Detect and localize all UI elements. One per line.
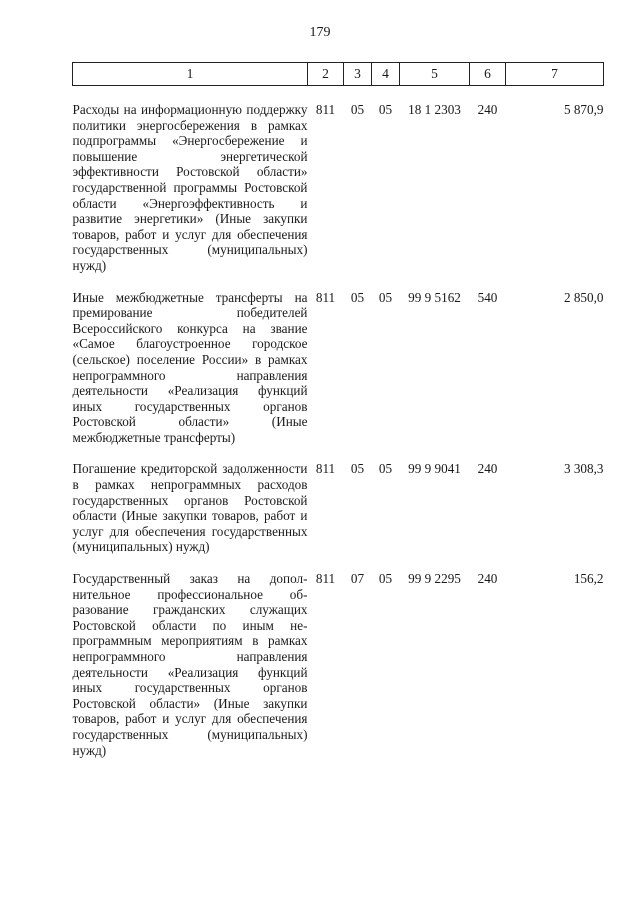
- header-row: [73, 63, 604, 86]
- table-row: [73, 290, 604, 446]
- row-description: Иные межбюджетные трансферты на премирование победителей Всероссийского конкурса на звание «Самое благоустроенное городское (сельское) поселение России» в рамках непрограммного направления деятельности «Реализация функций иных государственных органов Ростовской области» (Иные межбюджетные трансферты): [72, 289, 308, 445]
- table-row: [73, 461, 604, 555]
- row-grbs-code: 811: [315, 461, 336, 477]
- page-number: 179: [309, 25, 331, 40]
- budget-table: [72, 62, 604, 758]
- row-section-code: 07: [350, 571, 365, 587]
- row-grbs-code: 811: [315, 289, 336, 305]
- row-subsection-code: 05: [378, 102, 393, 117]
- row-target-article: 99 9 2295: [408, 571, 461, 587]
- row-expense-type: 240: [477, 461, 498, 477]
- row-grbs-code: 811: [315, 102, 336, 117]
- row-expense-type: 240: [477, 102, 498, 117]
- spacer-row: [73, 86, 604, 103]
- column-header-6: 6: [470, 63, 506, 86]
- column-header-7: 7: [506, 63, 604, 86]
- row-section-code: 05: [350, 461, 365, 477]
- column-header-1: 1: [73, 63, 308, 86]
- column-header-4: 4: [372, 63, 400, 86]
- row-description: Расходы на информационную поддержку политики энергосбережения в рамках подпрограммы «Энергосбережение и повышение энергетической эффективности Ростовской области» государственной программы Ростовской области «Энергоэффективность и развитие энергетики» (Иные закупки товаров, работ и услуг для обеспечения государственных (муниципальных) нужд): [72, 102, 308, 273]
- row-expense-type: 540: [477, 289, 498, 305]
- spacer-row: [73, 445, 604, 461]
- row-amount: 3 308,3: [563, 461, 604, 477]
- spacer-row: [73, 274, 604, 290]
- row-section-code: 05: [350, 102, 365, 117]
- row-expense-type: 240: [477, 571, 498, 587]
- table-row: [73, 571, 604, 758]
- row-target-article: 99 9 9041: [408, 461, 461, 477]
- column-header-3: 3: [344, 63, 372, 86]
- row-amount: 156,2: [573, 571, 604, 587]
- row-target-article: 18 1 2303: [408, 102, 461, 117]
- row-description: Государственный заказ на дополнительное профессиональное образование гражданских служащих Ростовской области по иным непрограммным мероприятиям в рамках непрограммного направления деятельности «Реализация функций иных государственных органов Ростовской области» (Иные закупки товаров, работ и услуг для обеспечения государственных (муниципальных) нужд): [72, 571, 308, 758]
- row-section-code: 05: [350, 289, 365, 305]
- table-row: [73, 102, 604, 274]
- spacer-row: [73, 555, 604, 571]
- row-description: Погашение кредиторской задолженности в рамках непрограммных расходов государственных органов Ростовской области (Иные закупки товаров, работ и услуг для обеспечения государственных (муниципальных) нужд): [72, 461, 308, 555]
- row-target-article: 99 9 5162: [408, 289, 461, 305]
- row-subsection-code: 05: [378, 571, 393, 587]
- column-header-2: 2: [308, 63, 344, 86]
- row-amount: 5 870,9: [563, 102, 604, 117]
- column-header-5: 5: [400, 63, 470, 86]
- row-amount: 2 850,0: [563, 289, 604, 305]
- row-subsection-code: 05: [378, 461, 393, 477]
- row-grbs-code: 811: [315, 571, 336, 587]
- row-subsection-code: 05: [378, 289, 393, 305]
